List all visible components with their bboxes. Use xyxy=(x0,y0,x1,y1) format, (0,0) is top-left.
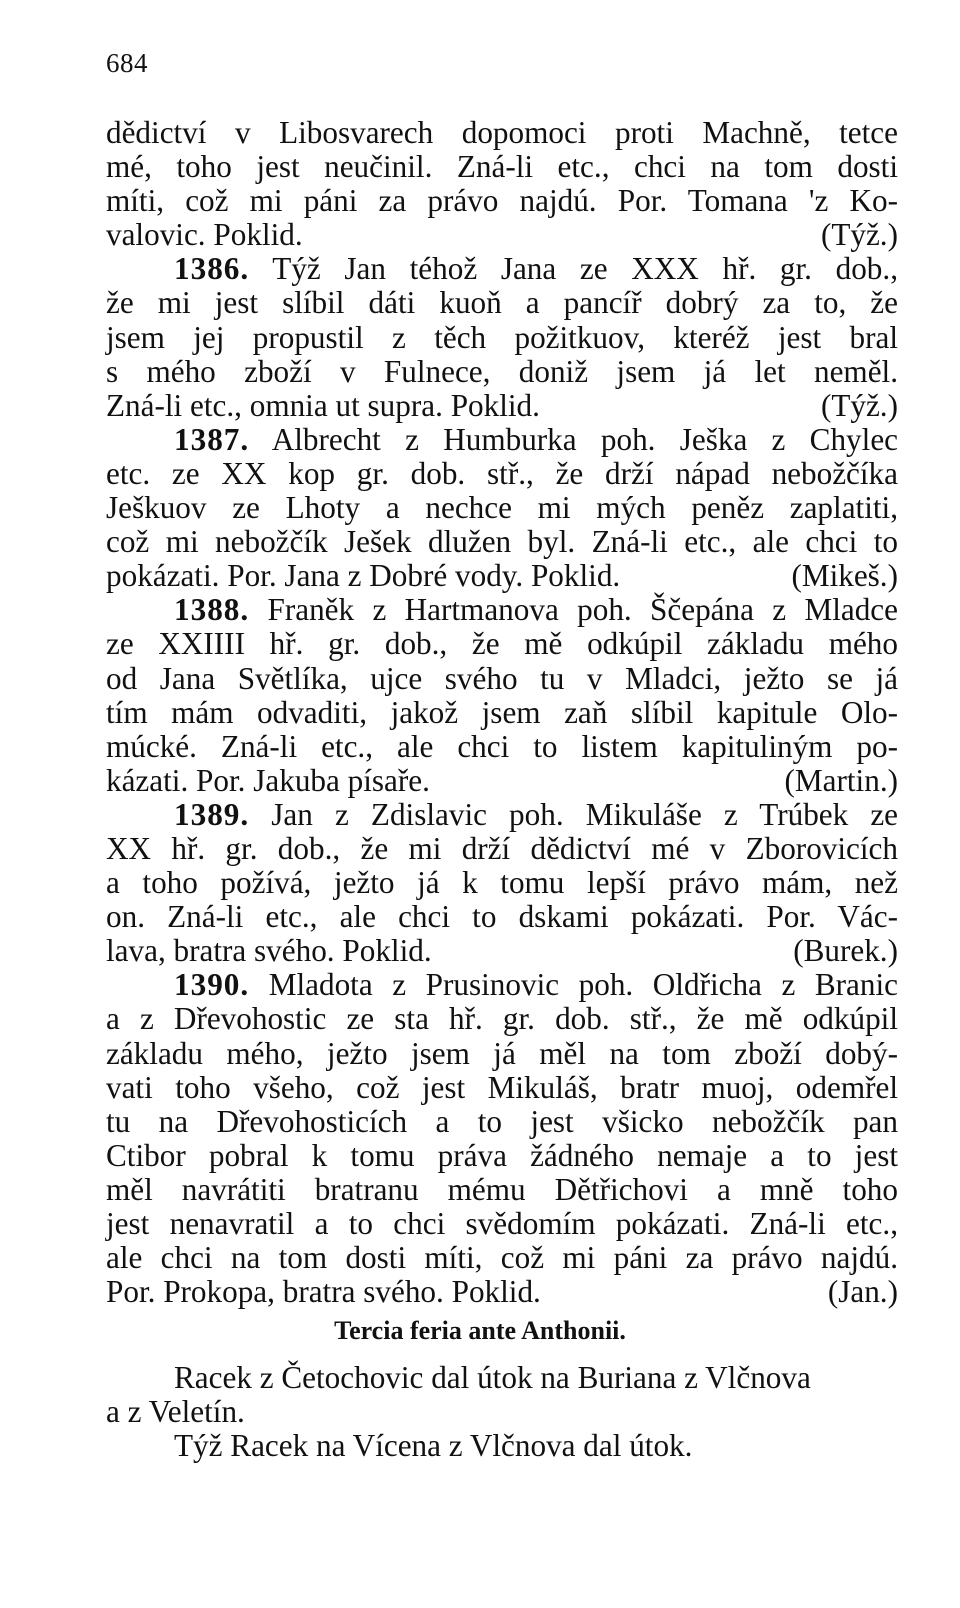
entry-1390-first-line xyxy=(106,968,898,1002)
entry-number: 1389. xyxy=(174,796,250,832)
text-line: Týž Racek na Vícena z Vlčnova dal útok. xyxy=(174,1428,693,1464)
text-line: Mladota z Prusinovic poh. Oldřicha z Branic xyxy=(268,967,899,1003)
text-line: XX hř. gr. dob., že mi drží dědictví mé v Zborovicích xyxy=(106,830,898,866)
entry-closing-line xyxy=(106,764,898,798)
text-line: kázati. Por. Jakuba písaře. xyxy=(106,762,430,798)
text-line: lava, bratra svého. Poklid. xyxy=(106,933,432,969)
text-line: a toho požívá, ježto já k tomu lepší právo mám, než xyxy=(106,865,898,901)
text-line: základu mého, ježto jsem já měl na tom zboží dobý- xyxy=(106,1035,898,1071)
scribe-signature: (Jan.) xyxy=(827,1274,898,1310)
text-line: Zná-li etc., omnia ut supra. Poklid. xyxy=(106,387,540,423)
scribe-signature: (Martin.) xyxy=(784,762,898,798)
scribe-signature: (Mikeš.) xyxy=(791,558,898,594)
text-line: Ješkuov ze Lhoty a nechce mi mých peněz zaplatiti, xyxy=(106,490,898,526)
entry-closing-line xyxy=(106,389,898,423)
text-line: valovic. Poklid. xyxy=(106,217,303,253)
entries-body xyxy=(106,116,898,1309)
text-line: a z Veletín. xyxy=(106,1394,245,1430)
entry-1389-first-line xyxy=(106,798,898,832)
entry-closing-line xyxy=(106,1275,898,1309)
scribe-signature: (Týž.) xyxy=(820,217,898,253)
text-line: od Jana Světlíka, ujce svého tu v Mladci, ježto se já xyxy=(106,660,898,696)
page-number: 684 xyxy=(106,48,148,78)
text-line: a z Dřevohostic ze sta hř. gr. dob. stř., že mě odkúpil xyxy=(106,1001,898,1037)
entry-closing-line xyxy=(106,934,898,968)
entry-1386-first-line xyxy=(106,252,898,286)
section-body xyxy=(106,1360,898,1462)
text-line: Albrecht z Humburka poh. Ješka z Chylec xyxy=(271,421,899,457)
text-line: etc. ze XX kop gr. dob. stř., že drží nápad nebožčíka xyxy=(106,455,898,491)
section-heading: Tercia feria ante Anthonii. xyxy=(334,1316,626,1345)
scribe-signature: (Týž.) xyxy=(820,387,898,423)
entry-number: 1390. xyxy=(174,967,250,1003)
text-line: ze XXIIII hř. gr. dob., že mě odkúpil základu mého xyxy=(106,626,898,662)
text-line: měl navrátiti bratranu mému Dětřichovi a mně toho xyxy=(106,1171,898,1207)
text-line: Ctibor pobral k tomu práva žádného nemaje a to jest xyxy=(106,1137,898,1173)
text-line: mé, toho jest neučinil. Zná-li etc., chci na tom dosti xyxy=(106,149,898,185)
entry-1388-first-line xyxy=(106,593,898,627)
text-line: Jan z Zdislavic poh. Mikuláše z Trúbek ze xyxy=(271,796,899,832)
entry-number: 1387. xyxy=(174,421,250,457)
entry-number: 1388. xyxy=(174,592,250,628)
text-line: múcké. Zná-li etc., ale chci to listem kapituliným po- xyxy=(106,728,898,764)
entry-number: 1386. xyxy=(174,251,250,287)
text-line: jsem jej propustil z těch požitkuov, kteréž jest bral xyxy=(106,319,898,355)
text-line: vati toho všeho, což jest Mikuláš, bratr muoj, odemřel xyxy=(106,1069,898,1105)
text-line: Por. Prokopa, bratra svého. Poklid. xyxy=(106,1274,541,1310)
text-line: s mého zboží v Fulnece, doniž jsem já let neměl. xyxy=(106,353,898,389)
text-line: míti, což mi páni za právo najdú. Por. Tomana 'z Ko- xyxy=(106,183,898,219)
text-line: jest nenavratil a to chci svědomím pokázati. Zná-li etc., xyxy=(106,1206,898,1241)
text-line: dědictví v Libosvarech dopomoci proti Machně, tetce xyxy=(106,115,898,150)
scribe-signature: (Burek.) xyxy=(793,933,898,969)
text-line: tím mám odvaditi, jakož jsem zaň slíbil kapitule Olo- xyxy=(106,694,898,730)
entry-closing-line xyxy=(106,559,898,593)
text-line: tu na Dřevohosticích a to jest všicko nebožčík pan xyxy=(106,1103,898,1139)
text-line: že mi jest slíbil dáti kuoň a pancíř dobrý za to, že xyxy=(106,285,898,321)
entry-1387-first-line xyxy=(106,423,898,457)
text-line: Racek z Četochovic dal útok na Buriana z Vlčnova xyxy=(174,1360,811,1395)
text-line: což mi nebožčík Ješek dlužen byl. Zná-li etc., ale chci to xyxy=(106,524,898,560)
text-line: Týž Jan téhož Jana ze XXX hř. gr. dob., xyxy=(272,251,898,287)
text-line: pokázati. Por. Jana z Dobré vody. Poklid. xyxy=(106,558,621,594)
text-line: ale chci na tom dosti míti, což mi páni za právo najdú. xyxy=(106,1240,898,1276)
text-line: Franěk z Hartmanova poh. Ščepána z Mladce xyxy=(267,592,898,628)
text-line: on. Zná-li etc., ale chci to dskami pokázati. Por. Vác- xyxy=(106,899,898,935)
entry-closing-line xyxy=(106,218,898,252)
